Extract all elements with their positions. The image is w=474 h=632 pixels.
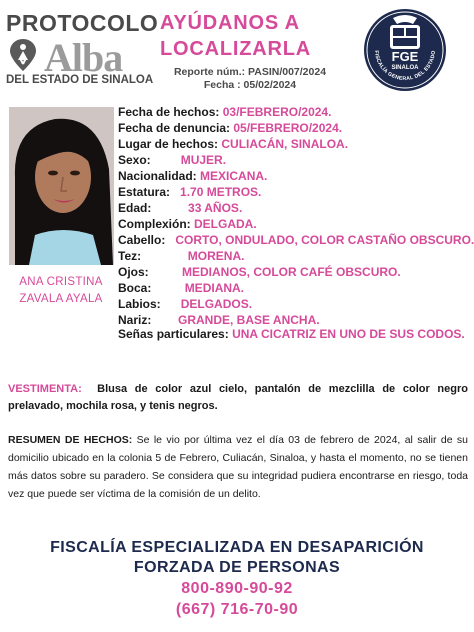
field-edad: Edad: 33 AÑOS. [118,201,243,215]
seal-abbr: FGE [391,49,419,64]
seal-ring-text: FISCALÍA GENERAL DEL ESTADO [372,50,438,83]
field-nacionalidad: Nacionalidad: MEXICANA. [118,169,268,183]
clothing-label: VESTIMENTA: [8,383,82,395]
logo-protocolo-text: PROTOCOLO [6,10,159,36]
field-nariz: Nariz: GRANDE, BASE ANCHA. [118,313,320,327]
field-senas-particulares: Señas particulares: UNA CICATRIZ EN UNO DE SUS CODOS. [118,327,465,341]
clothing-description [8,381,468,415]
phone-tollfree[interactable]: 800-890-90-92 [181,580,293,597]
phone-local[interactable]: (667) 716-70-90 [175,601,299,618]
person-name [4,274,118,308]
person-name-line1: ANA CRISTINA [19,276,103,288]
field-boca: Boca: MEDIANA. [118,281,245,295]
report-date: Fecha : 05/02/2024 [203,79,297,91]
footer-agency-line2: FORZADA DE PERSONAS [133,559,341,576]
field-cabello: Cabello: CORTO, ONDULADO, COLOR CASTAÑO OBSCURO. [118,233,474,247]
seal-state: SINALOA [391,65,419,71]
alert-title [160,10,340,62]
person-details [118,104,474,328]
field-lugar-hechos: Lugar de hechos: CULIACÁN, SINALOA. [118,137,349,151]
field-fecha-hechos: Fecha de hechos: 03/FEBRERO/2024. [118,105,332,119]
summary-text: Se le vio por última vez el día 03 de febrero de 2024, al salir de su domicilio ubicado en la colonia 5 de Febrero, Culiacán, Sinaloa, y hasta el momento, no se tienen más datos sobre su paradero. Se considera que su integridad pudiera encontrarse en riesgo, toda vez que puede ser víctima de la comisión de un delito. [8,434,468,500]
alert-title-line2: LOCALIZARLA [160,38,311,60]
fge-seal-logo [363,8,447,92]
field-fecha-denuncia: Fecha de denuncia: 05/FEBRERO/2024. [118,121,343,135]
footer-contact [0,538,474,620]
protocolo-alba-logo [6,10,159,86]
logo-alba-text: Alba [44,35,123,80]
report-number: Reporte núm.: PASIN/007/2024 [173,66,327,78]
field-labios: Labios: DELGADOS. [118,297,253,311]
field-tez: Tez: MORENA. [118,249,245,263]
alert-title-line1: AYÚDANOS A [160,12,300,34]
clothing-text: Blusa de color azul cielo, pantalón de mezclilla de color negro prelavado, mochila rosa, y tenis negros. [8,383,468,412]
field-estatura: Estatura: 1.70 METROS. [118,185,262,199]
field-ojos: Ojos: MEDIANOS, COLOR CAFÉ OBSCURO. [118,265,401,279]
case-summary [8,431,468,503]
report-info [160,66,340,92]
person-photo [9,107,114,265]
field-complexion: Complexión: DELGADA. [118,217,257,231]
person-name-line2: ZAVALA AYALA [19,293,103,305]
summary-label: RESUMEN DE HECHOS: [8,434,133,446]
footer-agency-line1: FISCALÍA ESPECIALIZADA EN DESAPARICIÓN [50,539,424,556]
field-sexo: Sexo: MUJER. [118,153,227,167]
location-pin-icon [8,38,38,72]
logo-state-text: DEL ESTADO DE SINALOA [6,74,154,86]
